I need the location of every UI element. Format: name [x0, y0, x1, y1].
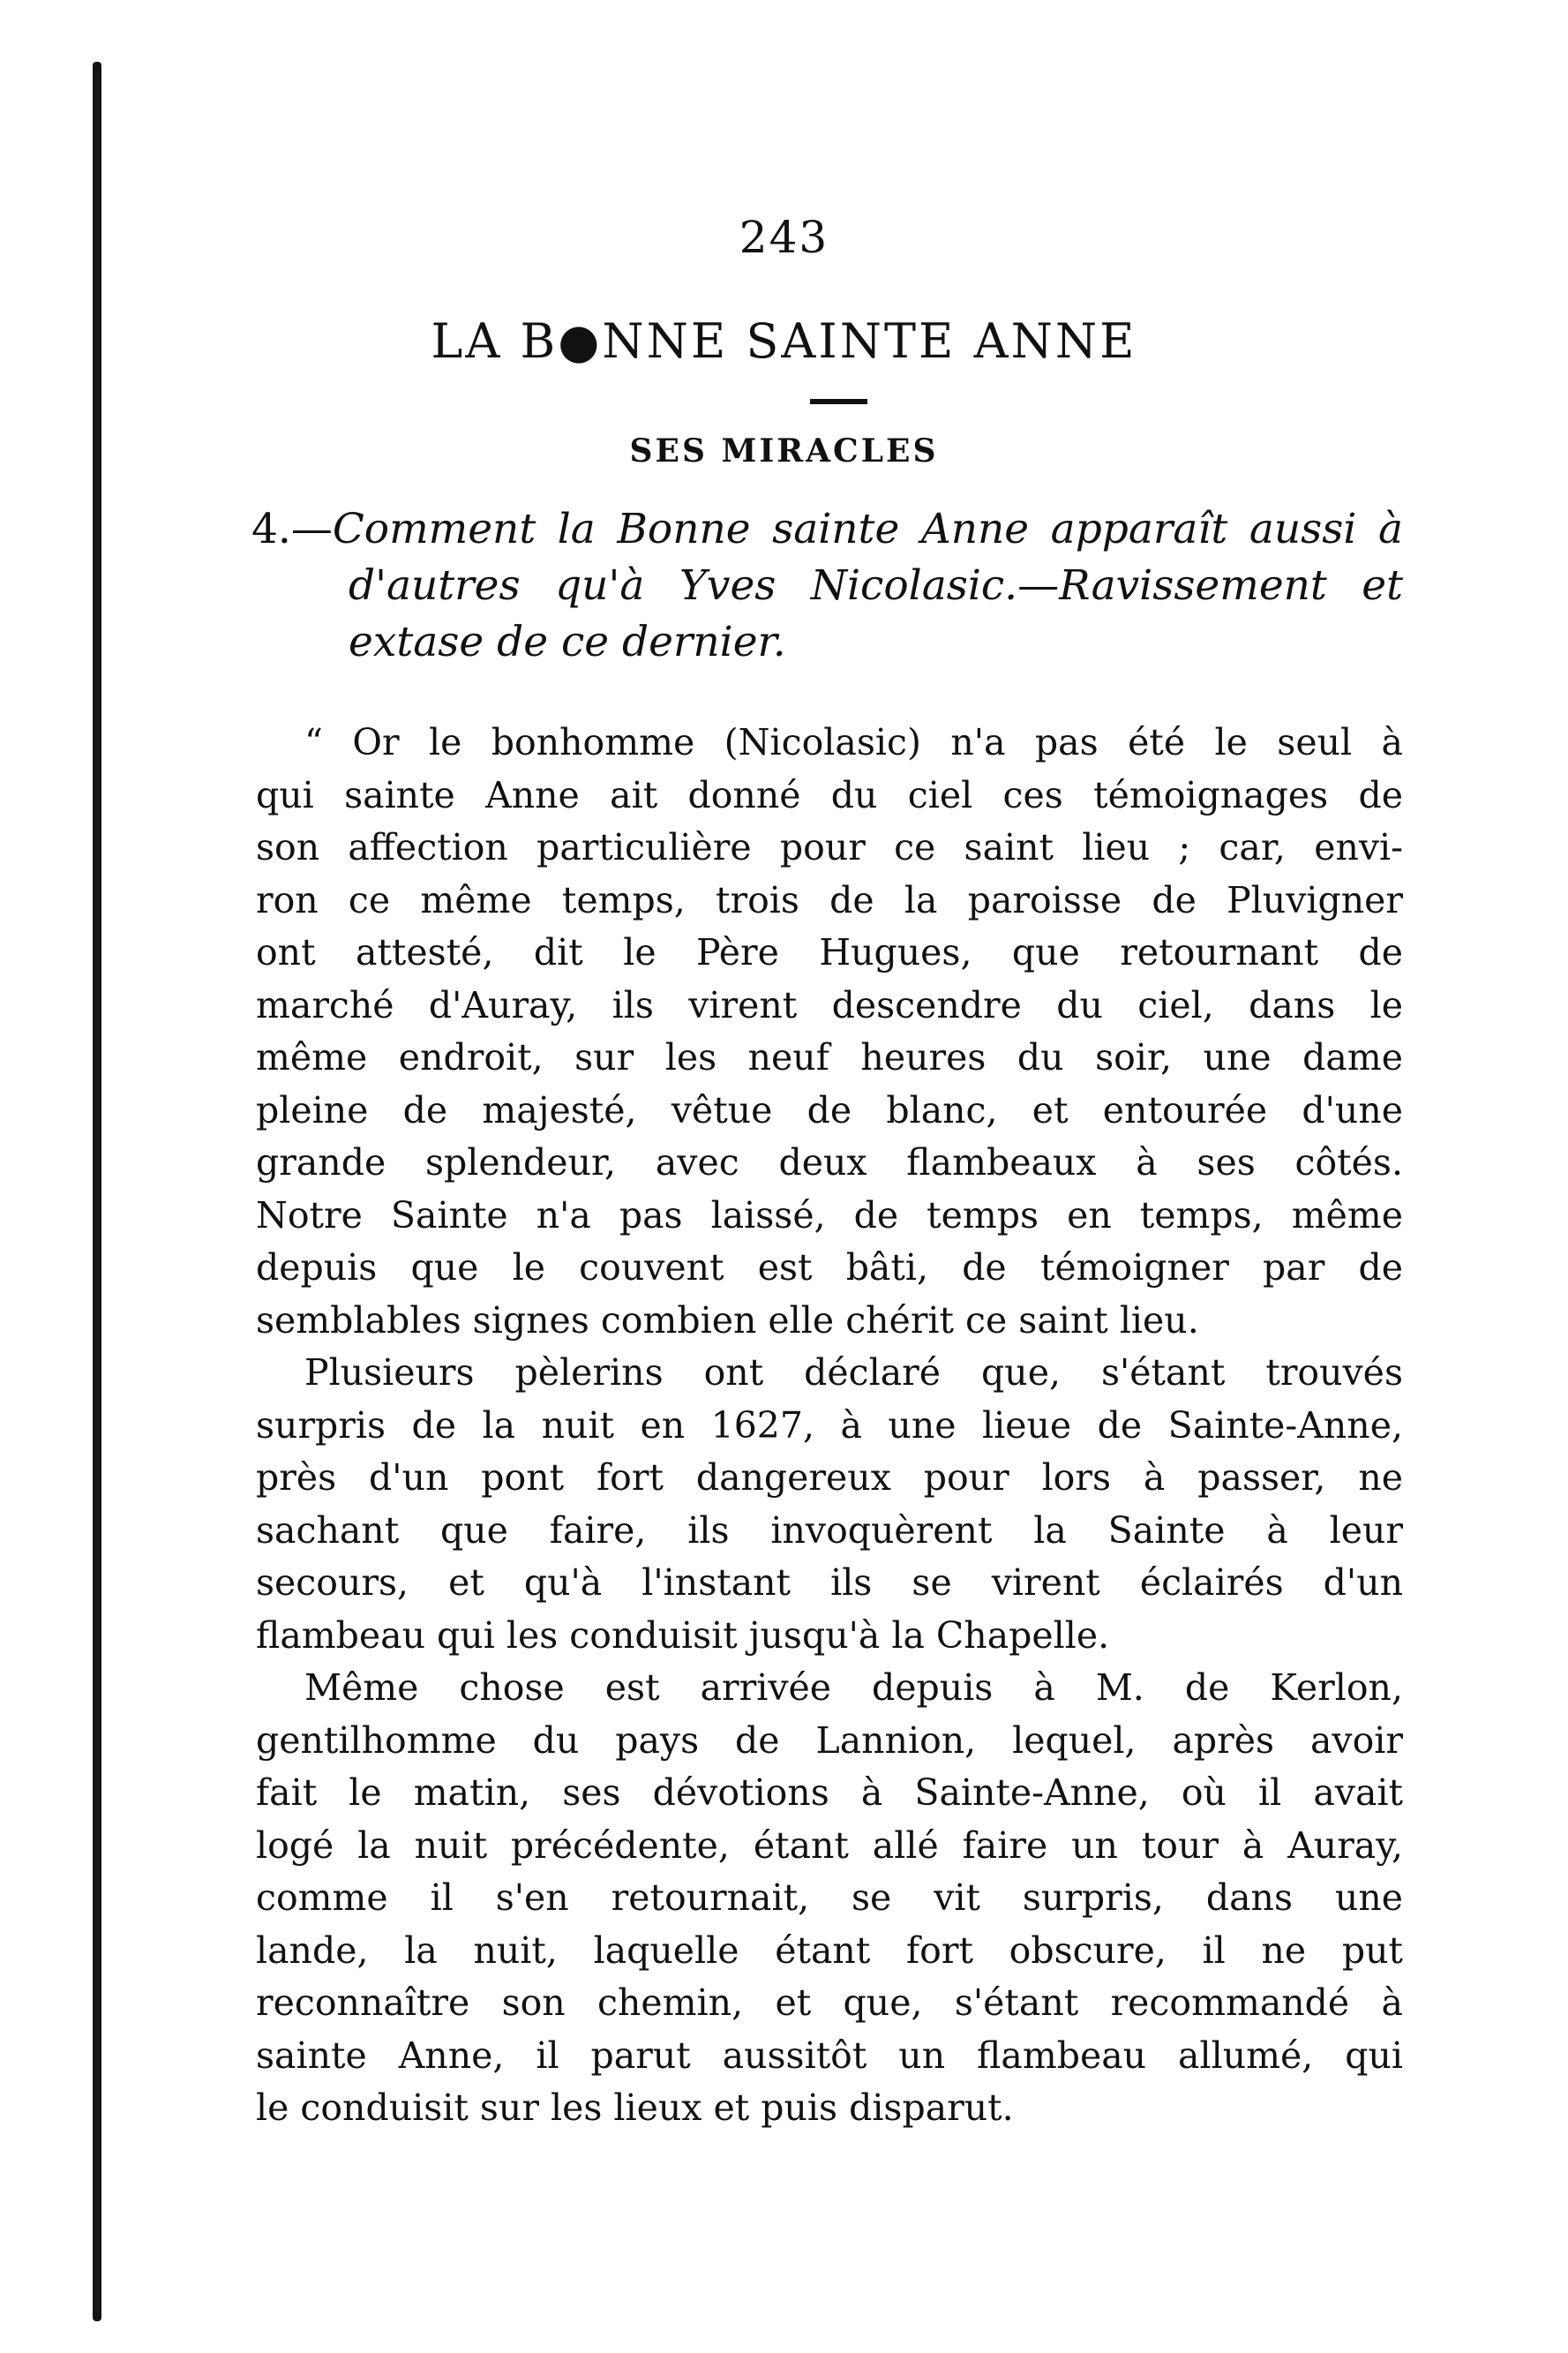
chapter-heading-line-2: d'autres qu'à Yves Nicolasic.—Ravissement et	[349, 561, 1403, 610]
paragraph-3-line: comme il s'en retournait, se vit surpris, dans une	[256, 1876, 1403, 1919]
page-title: LA B●NNE SAINTE ANNE	[431, 313, 1137, 369]
paragraph-2-line: secours, et qu'à l'instant ils se virent éclairés d'un	[256, 1561, 1403, 1604]
paragraph-1-line: ron ce même temps, trois de la paroisse de Pluvigner	[256, 878, 1403, 921]
paragraph-1-line: son affection particulière pour ce saint lieu ; car, envi-	[256, 826, 1403, 868]
page-number: 243	[739, 212, 829, 263]
chapter-heading	[251, 501, 1403, 671]
paragraph-1-line: “ Or le bonhomme (Nicolasic) n'a pas été le seul à	[304, 721, 1403, 763]
paragraph-1-line: depuis que le couvent est bâti, de témoigner par de	[256, 1246, 1403, 1289]
paragraph-2-line: surpris de la nuit en 1627, à une lieue de Sainte-Anne,	[256, 1403, 1403, 1447]
page-binding-edge	[93, 62, 101, 2321]
chapter-heading-line-3: extase de ce dernier.	[349, 618, 786, 666]
paragraph-1-line: pleine de majesté, vêtue de blanc, et entourée d'une	[256, 1088, 1403, 1131]
paragraph-3-line: reconnaître son chemin, et que, s'étant recommandé à	[256, 1981, 1403, 2024]
chapter-number: 4.—	[251, 505, 333, 553]
section-title: SES MIRACLES	[629, 432, 939, 470]
paragraph-1-line: marché d'Auray, ils virent descendre du ciel, dans le	[256, 983, 1403, 1026]
paragraph-2-line: Plusieurs pèlerins ont déclaré que, s'étant trouvés	[304, 1351, 1403, 1394]
paragraph-3-line: le conduisit sur les lieux et puis disparut.	[256, 2086, 1014, 2129]
chapter-heading-text-1: Comment la Bonne sainte Anne apparaît aussi à	[332, 505, 1403, 553]
paragraph-1-line: ont attesté, dit le Père Hugues, que retournant de	[256, 931, 1403, 974]
paragraph-1-line: même endroit, sur les neuf heures du soir, une dame	[256, 1036, 1403, 1079]
paragraph-3-line: fait le matin, ses dévotions à Sainte-Anne, où il avait	[256, 1771, 1403, 1814]
paragraph-1-line: grande splendeur, avec deux flambeaux à ses côtés.	[256, 1141, 1403, 1184]
paragraph-2-line: près d'un pont fort dangereux pour lors à passer, ne	[256, 1456, 1403, 1499]
body-text	[256, 717, 1403, 2135]
paragraph-3-line: sainte Anne, il parut aussitôt un flambeau allumé, qui	[256, 2034, 1403, 2077]
paragraph-3-line: gentilhomme du pays de Lannion, lequel, après avoir	[256, 1718, 1403, 1762]
paragraph-1-line: semblables signes combien elle chérit ce saint lieu.	[256, 1298, 1199, 1342]
chapter-heading-line-1	[251, 501, 1403, 558]
paragraph-1-line: Notre Sainte n'a pas laissé, de temps en temps, même	[256, 1193, 1403, 1237]
paragraph-1-line: qui sainte Anne ait donné du ciel ces témoignages de	[256, 773, 1403, 816]
paragraph-2-line: flambeau qui les conduisit jusqu'à la Chapelle.	[256, 1613, 1110, 1657]
paragraph-3-line: lande, la nuit, laquelle étant fort obscure, il ne put	[256, 1928, 1403, 1972]
paragraph-2-line: sachant que faire, ils invoquèrent la Sainte à leur	[256, 1508, 1403, 1552]
paragraph-3-line: Même chose est arrivée depuis à M. de Kerlon,	[304, 1666, 1403, 1709]
paragraph-3-line: logé la nuit précédente, étant allé faire un tour à Auray,	[256, 1823, 1403, 1867]
title-divider-rule	[810, 399, 867, 404]
